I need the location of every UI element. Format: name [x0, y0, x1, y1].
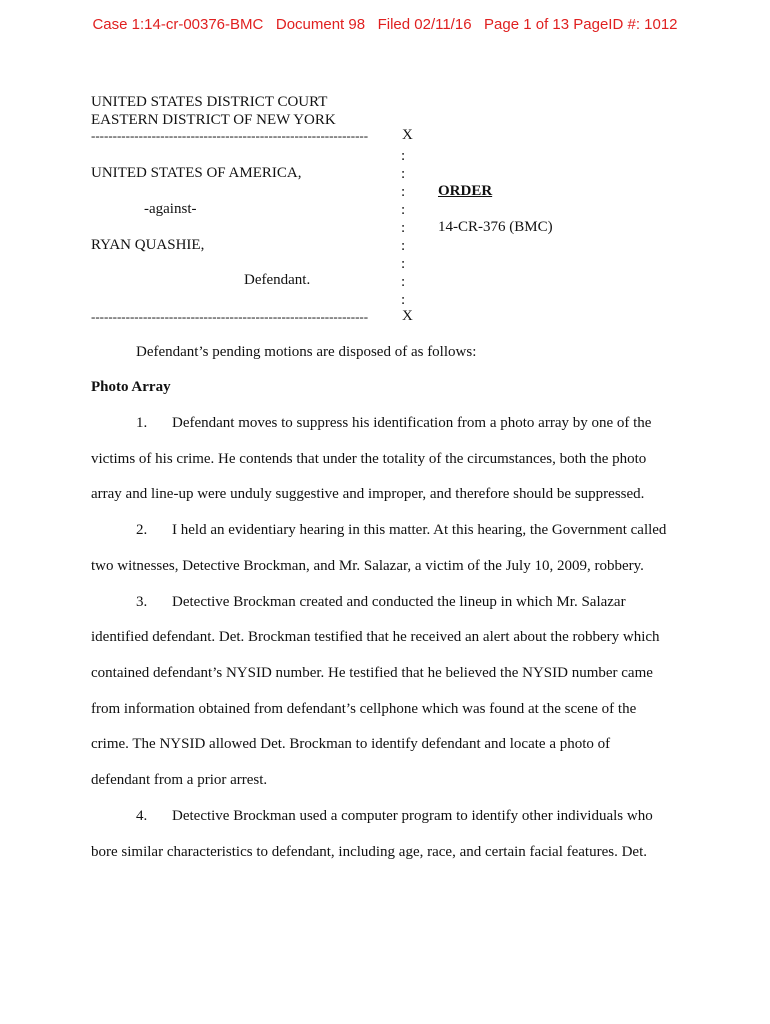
- caption-colon: :: [401, 184, 406, 200]
- paragraph-line: array and line-up were unduly suggestive and improper, and therefore should be suppressed.: [91, 486, 645, 502]
- intro-text: Defendant’s pending motions are disposed of as follows:: [136, 344, 477, 360]
- caption-colon: :: [401, 220, 406, 236]
- paragraph-number: 1.: [136, 415, 148, 431]
- paragraph-line: Defendant moves to suppress his identification from a photo array by one of the: [172, 415, 652, 431]
- caption-colon: :: [401, 292, 406, 308]
- paragraph-line: contained defendant’s NYSID number. He testified that he believed the NYSID number came: [91, 665, 653, 681]
- section-heading: Photo Array: [91, 379, 171, 395]
- defendant-name: RYAN QUASHIE,: [91, 237, 205, 253]
- paragraph-line: from information obtained from defendant’s cellphone which was found at the scene of the: [91, 701, 637, 717]
- paragraph-line: bore similar characteristics to defendant, including age, race, and certain facial features. Det.: [91, 844, 647, 860]
- paragraph-line: crime. The NYSID allowed Det. Brockman to identify defendant and locate a photo of: [91, 736, 611, 752]
- paragraph-line: Detective Brockman used a computer program to identify other individuals who: [172, 808, 653, 824]
- case-number: 14-CR-376 (BMC): [438, 219, 553, 235]
- caption-colon: :: [401, 256, 406, 272]
- defendant-label: Defendant.: [244, 272, 311, 288]
- ecf-header-stamp: Case 1:14-cr-00376-BMC Document 98 Filed 02/11/16 Page 1 of 13 PageID #: 1012: [92, 16, 678, 33]
- caption-top-x: X: [402, 127, 413, 143]
- paragraph-number: 4.: [136, 808, 148, 824]
- plaintiff-name: UNITED STATES OF AMERICA,: [91, 165, 302, 181]
- caption-colon: :: [401, 148, 406, 164]
- paragraph-line: I held an evidentiary hearing in this matter. At this hearing, the Government called: [172, 522, 667, 538]
- order-title: ORDER: [438, 183, 493, 199]
- paragraph-line: victims of his crime. He contends that under the totality of the circumstances, both the photo: [91, 451, 647, 467]
- caption-top-rule: ----------------------------------------------------------------: [91, 128, 369, 143]
- paragraph-line: two witnesses, Detective Brockman, and Mr. Salazar, a victim of the July 10, 2009, robbery.: [91, 558, 644, 574]
- caption-bottom-x: X: [402, 308, 413, 324]
- paragraph-number: 2.: [136, 522, 148, 538]
- caption-colon: :: [401, 238, 406, 254]
- caption-colon: :: [401, 202, 406, 218]
- paragraph-line: Detective Brockman created and conducted the lineup in which Mr. Salazar: [172, 594, 626, 610]
- against-label: -against-: [144, 201, 197, 217]
- paragraph-line: defendant from a prior arrest.: [91, 772, 268, 788]
- caption-bottom-rule: ----------------------------------------------------------------: [91, 309, 369, 324]
- court-name: [91, 93, 336, 129]
- court-line-2: EASTERN DISTRICT OF NEW YORK: [91, 112, 336, 128]
- paragraph-number: 3.: [136, 594, 148, 610]
- court-line-1: UNITED STATES DISTRICT COURT: [91, 94, 328, 110]
- caption-colon: :: [401, 166, 406, 182]
- paragraph-line: identified defendant. Det. Brockman testified that he received an alert about the robbery which: [91, 629, 660, 645]
- caption-colon: :: [401, 274, 406, 290]
